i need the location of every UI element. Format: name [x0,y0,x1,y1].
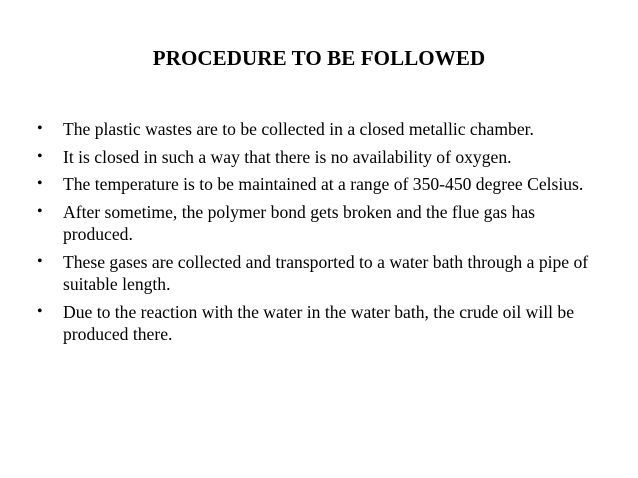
bullet-text: These gases are collected and transported to a water bath through a pipe of suitable length. [63,251,589,294]
bullet-list [37,118,607,351]
bullet-dot-icon: • [37,175,43,192]
bullet-dot-icon: • [37,202,43,220]
bullet-item [37,173,607,196]
bullet-text: It is closed in such a way that there is no availability of oxygen. [63,146,512,167]
bullet-dot-icon: • [37,252,43,270]
slide-title: PROCEDURE TO BE FOLLOWED [152,46,486,70]
bullet-text: The temperature is to be maintained at a range of 350-450 degree Celsius. [63,174,584,194]
bullet-dot-icon: • [37,120,43,137]
bullet-text: After sometime, the polymer bond gets broken and the flue gas has produced. [63,201,535,244]
bullet-text: Due to the reaction with the water in the water bath, the crude oil will be produced there. [63,301,575,344]
bullet-item [37,146,607,169]
bullet-item [37,251,607,296]
bullet-dot-icon: • [37,147,43,165]
bullet-item [37,118,607,141]
bullet-item [37,301,607,346]
bullet-item [37,201,607,246]
bullet-text: The plastic wastes are to be collected in a closed metallic chamber. [63,119,534,139]
bullet-dot-icon: • [37,302,43,320]
